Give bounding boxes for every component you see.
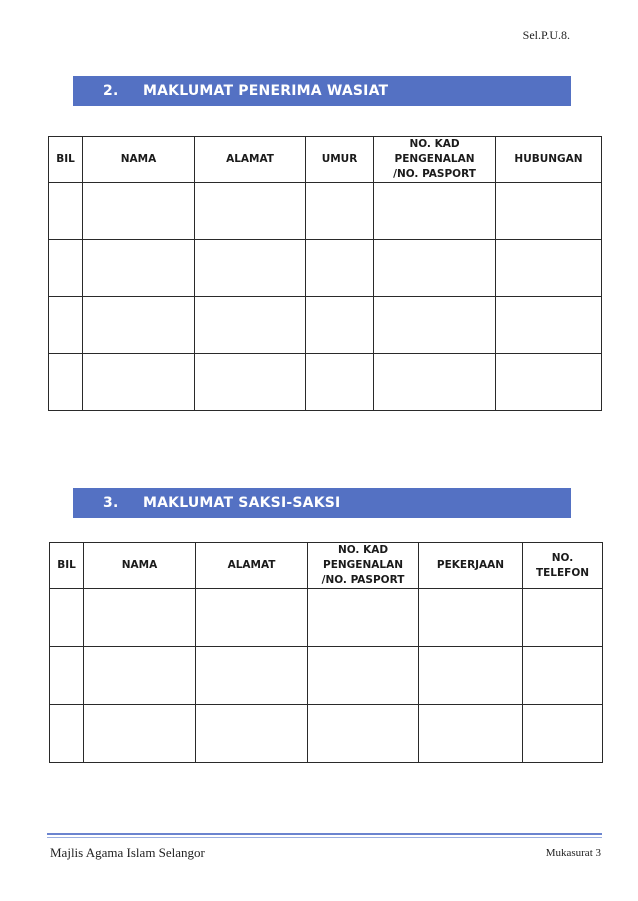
header-line: PEKERJAAN [436,559,505,571]
cell-no-kad[interactable] [308,705,419,763]
cell-nama[interactable] [83,240,195,297]
cell-umur[interactable] [306,354,374,411]
section-2-banner [73,76,571,106]
header-line: ALAMAT [226,153,274,165]
header-line: PENGENALAN [323,559,403,571]
cell-no-telefon[interactable] [523,647,603,705]
cell-umur[interactable] [306,297,374,354]
section-2-title: MAKLUMAT PENERIMA WASIAT [143,83,389,99]
cell-alamat[interactable] [196,647,308,705]
witness-table [49,542,603,763]
cell-nama[interactable] [84,589,196,647]
cell-alamat[interactable] [195,183,306,240]
cell-pekerjaan[interactable] [419,589,523,647]
cell-alamat[interactable] [195,297,306,354]
column-header-no-kad [308,543,419,589]
cell-no-kad[interactable] [374,183,496,240]
header-line: BIL [57,559,76,571]
column-header-umur [306,137,374,183]
table-row [49,297,602,354]
column-header-pekerjaan [419,543,523,589]
header-line: BIL [56,153,75,165]
cell-bil[interactable] [49,354,83,411]
table-row [50,647,603,705]
cell-alamat[interactable] [196,705,308,763]
cell-no-telefon[interactable] [523,705,603,763]
footer-page-number: Mukasurat 3 [545,847,601,859]
cell-alamat[interactable] [195,354,306,411]
form-reference-code: Sel.P.U.8. [522,28,570,42]
section-2-number: 2. [103,83,119,99]
cell-bil[interactable] [49,183,83,240]
cell-no-kad[interactable] [308,589,419,647]
cell-pekerjaan[interactable] [419,647,523,705]
cell-nama[interactable] [84,647,196,705]
column-header-nama [84,543,196,589]
table-row [49,354,602,411]
table-header-row [49,137,602,183]
header-line: PENGENALAN [394,153,475,165]
column-header-alamat [195,137,306,183]
cell-hubungan[interactable] [496,240,602,297]
cell-bil[interactable] [50,705,84,763]
cell-umur[interactable] [306,183,374,240]
column-header-hubungan [496,137,602,183]
cell-no-telefon[interactable] [523,589,603,647]
cell-no-kad[interactable] [374,240,496,297]
cell-no-kad[interactable] [374,297,496,354]
header-line: UMUR [321,153,358,165]
header-line: /NO. PASPORT [321,574,405,586]
cell-no-kad[interactable] [308,647,419,705]
cell-hubungan[interactable] [496,354,602,411]
header-line: ALAMAT [227,559,276,571]
header-line: HUBUNGAN [514,153,583,165]
cell-nama[interactable] [83,183,195,240]
cell-nama[interactable] [84,705,196,763]
cell-alamat[interactable] [196,589,308,647]
header-line: NO. [551,551,574,564]
footer-divider [47,833,602,835]
cell-hubungan[interactable] [496,297,602,354]
header-line: NAMA [121,559,158,571]
footer-divider-thin [47,837,602,838]
column-header-bil [49,137,83,183]
cell-nama[interactable] [83,354,195,411]
column-header-alamat [196,543,308,589]
cell-alamat[interactable] [195,240,306,297]
column-header-nama [83,137,195,183]
table-header-row [50,543,603,589]
cell-hubungan[interactable] [496,183,602,240]
cell-pekerjaan[interactable] [419,705,523,763]
header-line: TELEFON [535,566,590,579]
footer-organization: Majlis Agama Islam Selangor [50,845,205,860]
column-header-bil [50,543,84,589]
column-header-no-kad [374,137,496,183]
cell-bil[interactable] [50,647,84,705]
header-line: NO. KAD [337,544,389,556]
cell-umur[interactable] [306,240,374,297]
section-3-number: 3. [103,495,119,511]
cell-nama[interactable] [83,297,195,354]
section-3-title: MAKLUMAT SAKSI-SAKSI [143,495,341,511]
table-row [50,589,603,647]
section-3-banner [73,488,571,518]
cell-bil[interactable] [49,297,83,354]
column-header-no-telefon [523,543,603,589]
header-line: /NO. PASPORT [393,168,476,180]
cell-bil[interactable] [50,589,84,647]
table-row [49,240,602,297]
cell-no-kad[interactable] [374,354,496,411]
beneficiary-table [48,136,602,411]
header-line: NO. KAD [409,138,460,150]
table-row [50,705,603,763]
cell-bil[interactable] [49,240,83,297]
table-row [49,183,602,240]
header-line: NAMA [120,153,157,165]
